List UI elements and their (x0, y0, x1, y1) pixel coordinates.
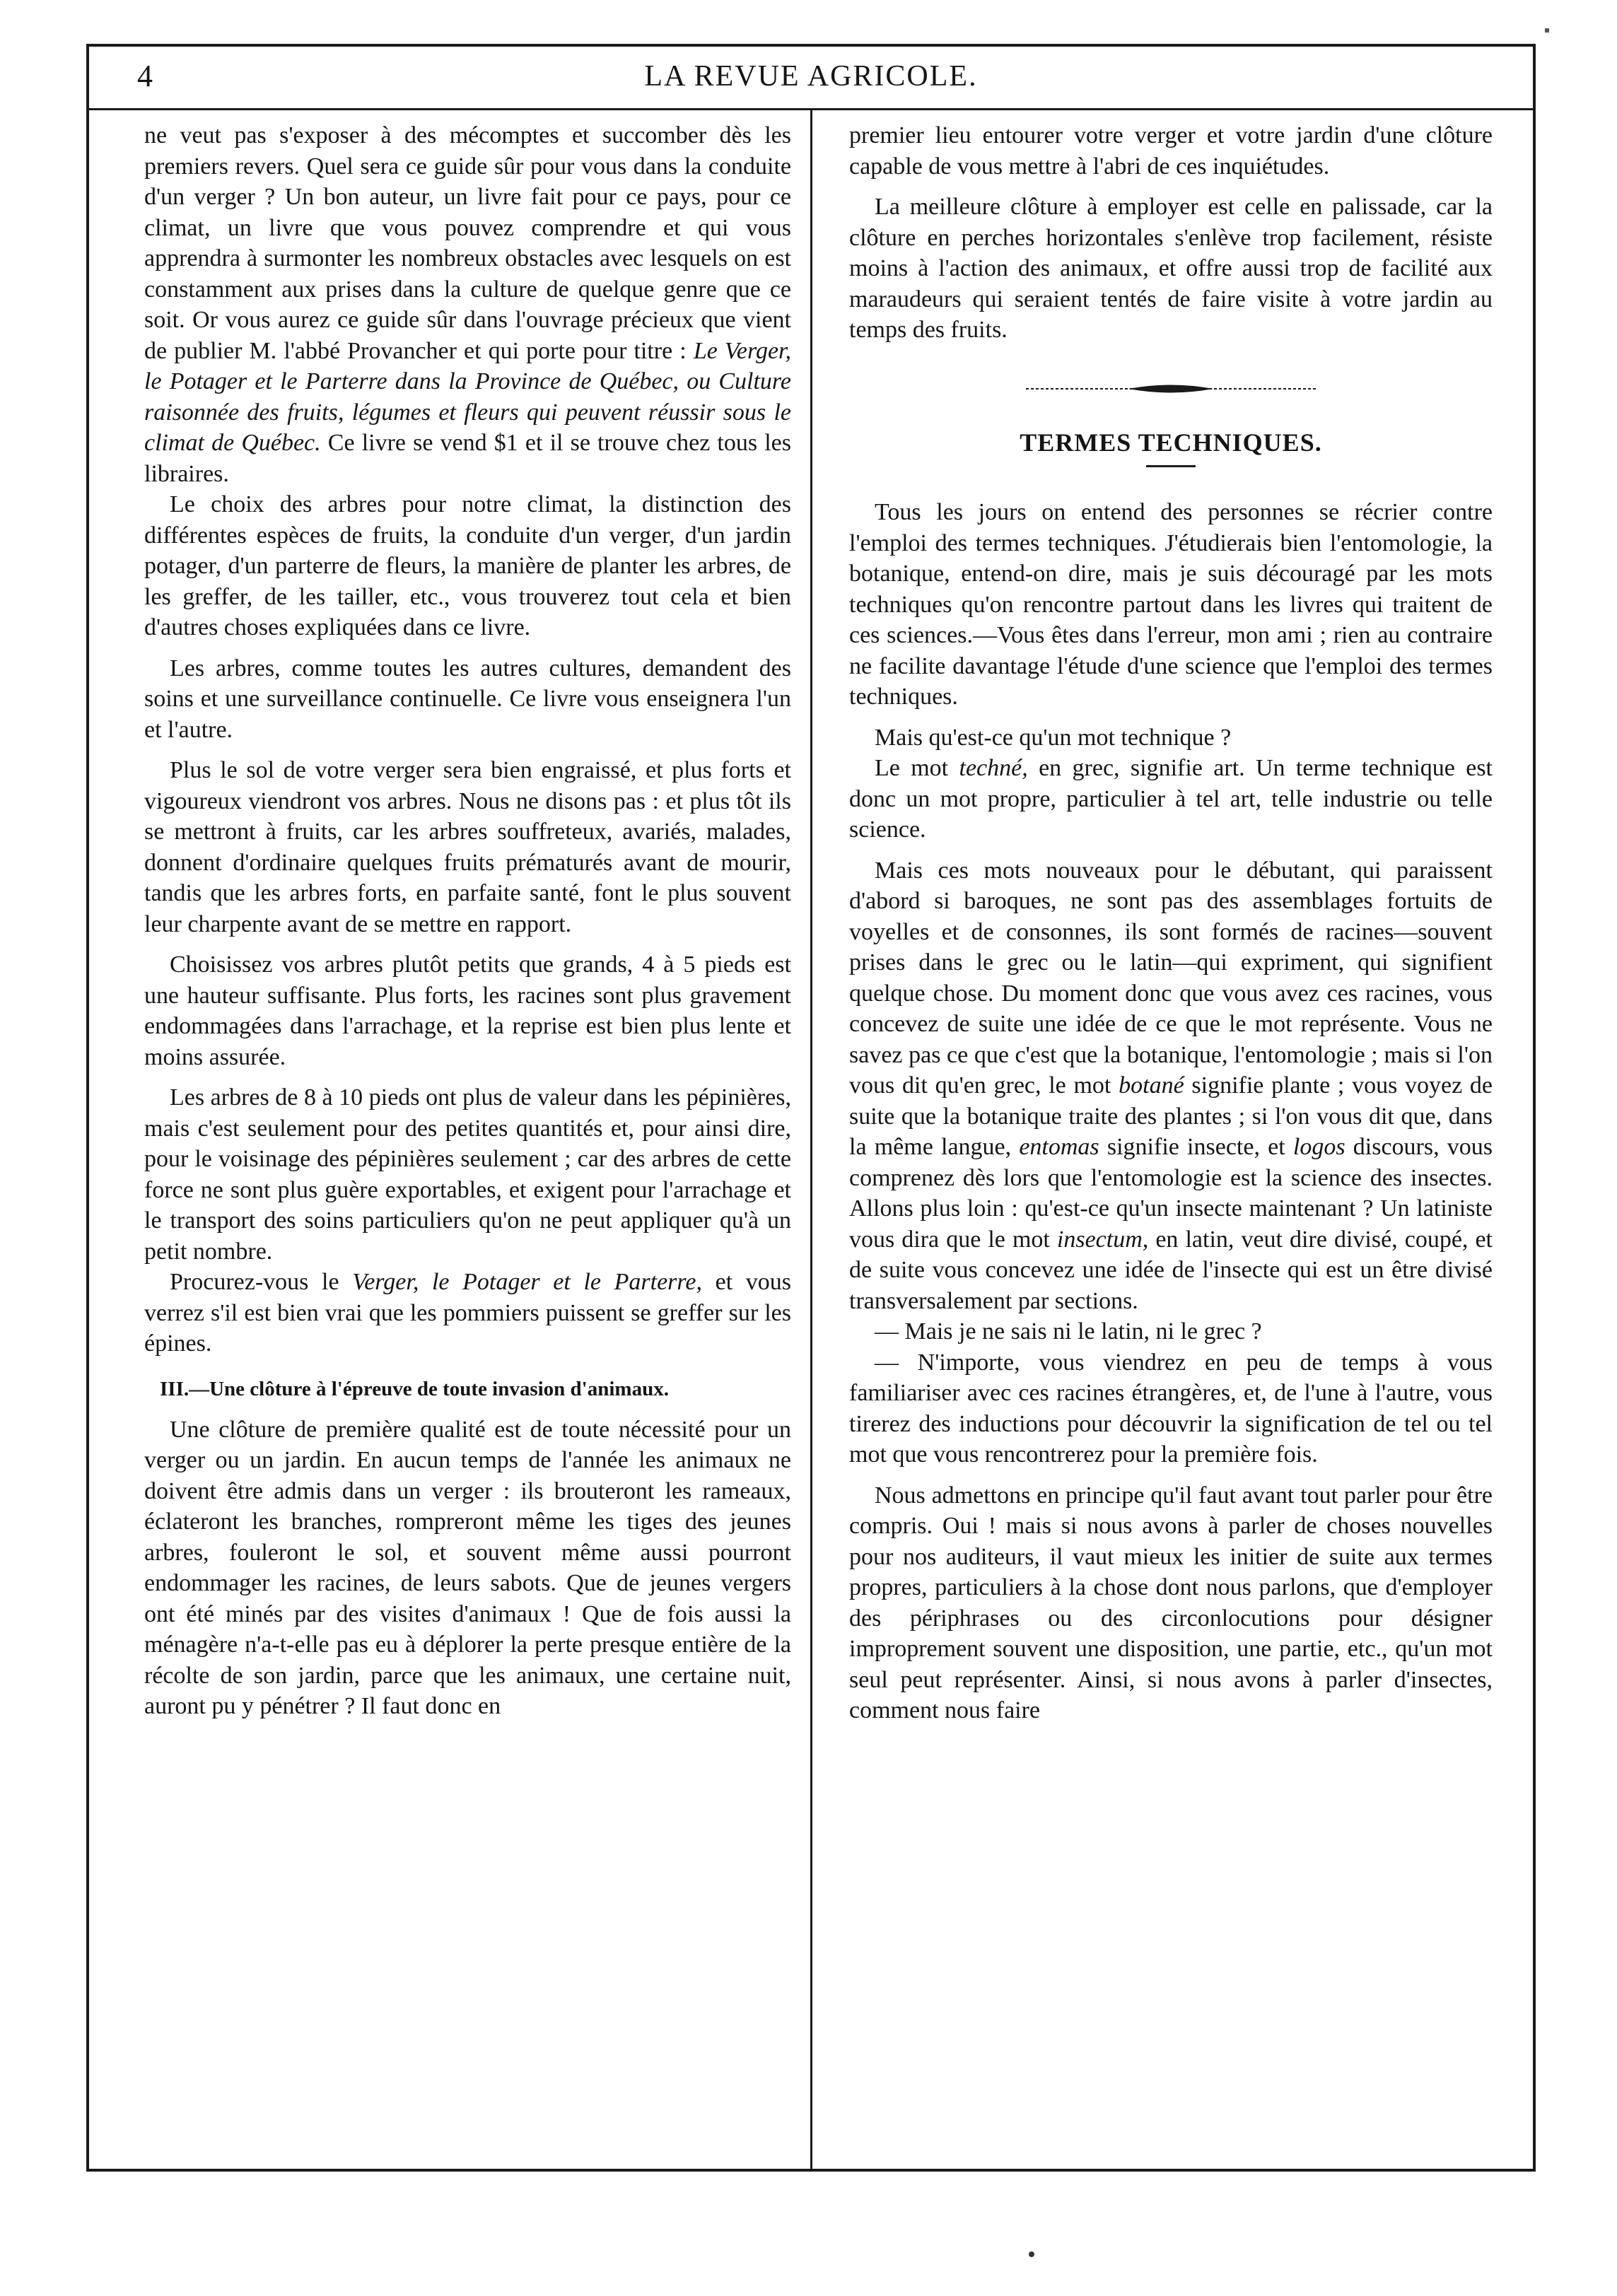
right-column (849, 120, 1493, 2148)
page-header (89, 47, 1533, 110)
paragraph: Tous les jours on entend des personnes se récrier contre l'emploi des termes techniques. J'étudierais bien l'entomologie, la botanique, entend-on dire, mais je suis découragé par les mots techniques qu'on rencontre partout dans les livres qui traitent de ces sciences.—Vous êtes dans l'erreur, mon ami ; rien au contraire ne facilite davantage l'étude d'une science que l'emploi des termes techniques. (849, 499, 1493, 710)
paragraph: La meilleure clôture à employer est celle en palissade, car la clôture en perches horizontales s'enlève trop facilement, résiste moins à l'action des animaux, et offre aussi trop de facilité aux maraudeurs qui seraient tentés de faire visite à votre jardin au temps des fruits. (849, 194, 1493, 343)
paragraph: Les arbres de 8 à 10 pieds ont plus de valeur dans les pépinières, mais c'est seulement pour des petites quantités et, pour ainsi dire, pour le voisinage des pépinières seulement ; car des arbres de cette force ne sont plus guère exportables, et exigent pour l'arrachage et le transport des soins particuliers qu'on ne peut appliquer qu'à un petit nombre. (144, 1084, 791, 1265)
paragraph: Une clôture de première qualité est de toute nécessité pour un verger ou un jardin. En aucun temps de l'année les animaux ne doivent être admis dans un verger : ils brouteront les rameaux, éclateront les branches, rompreront même les tiges des jeunes arbres, fouleront le sol, et souvent même aussi pourront endommager les racines, de leurs sabots. Que de jeunes vergers ont été minés par des visites d'animaux ! Que de fois aussi la ménagère n'a-t-elle pas eu à déplorer la perte presque entière de la récolte de son jardin, parce que les animaux, une certaine nuit, auront pu y pénétrer ? Il faut donc en (144, 1416, 791, 1719)
ornament-divider (849, 378, 1493, 406)
book-title: Verger, le Potager et le Parterre, (352, 1269, 702, 1295)
paragraph: Nous admettons en principe qu'il faut avant tout parler pour être compris. Oui ! mais si nous avons à parler de choses nouvelles pour nos auditeurs, il vaut mieux les initier de suite aux termes propres, particuliers à la chose dont nous parlons, que d'employer des périphrases ou des circonlocutions pour désigner improprement souvent une disposition, une partie, etc., qu'un mot seul peut représenter. Ainsi, si nous avons à parler d'insectes, comment nous faire (849, 1482, 1493, 1723)
paragraph: Choisissez vos arbres plutôt petits que grands, 4 à 5 pieds est une hauteur suffisante. Plus forts, les racines sont plus gravement endommagées dans l'arrachage, et la reprise est bien plus lente et moins assurée. (144, 951, 791, 1070)
page-frame (86, 44, 1536, 2172)
paragraph: Mais ces mots nouveaux pour le débutant, qui paraissent d'abord si baroques, ne sont pas des assemblages fortuits de voyelles et de consonnes, ils sont formés de racines—souvent prises dans le grec ou le latin—qui expriment, qui signifient quelque chose. Du moment donc que vous avez ces racines, vous concevez de suite une idée de ce que le mot représente. Vous ne savez pas ce que c'est que la botanique, l'entomologie ; mais si l'on vous dit qu'en grec, le mot botané signifie plante ; vous voyez de suite que la botanique traite des plantes ; si l'on vous dit que, dans la même langue, entomas signifie insecte, et logos discours, vous comprenez dès lors que l'entomologie est la science des insectes. Allons plus loin : qu'est-ce qu'un insecte maintenant ? Un latiniste vous dira que le mot insectum, en latin, veut dire divisé, coupé, et de suite vous concevez une idée de l'insecte qui est un être divisé transversalement par sections. (849, 857, 1493, 1314)
paragraph: premier lieu entourer votre verger et votre jardin d'une clôture capable de vous mettre à l'abri de ces inquiétudes. (849, 122, 1493, 180)
greek-word: botané (1119, 1072, 1184, 1099)
dialogue-line: — N'importe, vous viendrez en peu de temps à vous familiariser avec ces racines étrangères, et, de l'une à l'autre, vous tirerez des inductions pour découvrir la signification de tel ou tel mot que vous rencontrerez pour la première fois. (849, 1349, 1493, 1468)
paragraph: Procurez-vous le Verger, le Potager et le Parterre, et vous verrez s'il est bien vrai que les pommiers puissent se greffer sur les épines. (144, 1269, 791, 1357)
title-rule (1146, 465, 1196, 467)
greek-word: entomas (1019, 1134, 1099, 1160)
paragraph: Le mot techné, en grec, signifie art. Un terme technique est donc un mot propre, particulier à tel art, telle industrie ou telle science. (849, 755, 1493, 843)
paragraph: ne veut pas s'exposer à des mécomptes et succomber dès les premiers revers. Quel sera ce guide sûr pour vous dans la conduite d'un verger ? Un bon auteur, un livre fait pour ce pays, pour ce climat, un livre que vous pouvez comprendre et qui vous apprendra à surmonter les nombreux obstacles avec lesquels on est constamment aux prises dans la culture de quelque genre que ce soit. Or vous aurez ce guide sûr dans l'ouvrage précieux que vient de publier M. l'abbé Provancher et qui porte pour titre : Le Verger, le Potager et le Parterre dans la Province de Québec, ou Culture raisonnée des fruits, légumes et fleurs qui peuvent réussir sous le climat de Québec. Ce livre se vend $1 et il se trouve chez tous les libraires. (144, 122, 791, 487)
running-title: LA REVUE AGRICOLE. (644, 60, 978, 93)
paragraph: Les arbres, comme toutes les autres cultures, demandent des soins et une surveillance continuelle. Ce livre vous enseignera l'un et l'autre. (144, 655, 791, 743)
page-number: 4 (137, 59, 153, 93)
book-title: Le Verger, le Potager et le Parterre dans la Province de Québec, ou Culture raisonnée des fruits, légumes et fleurs qui peuvent réussir sous le climat de Québec. (144, 337, 791, 456)
paragraph: Le choix des arbres pour notre climat, la distinction des différentes espèces de fruits, la conduite d'un verger, d'un jardin potager, d'un parterre de fleurs, la manière de planter les arbres, de les greffer, de les tailler, etc., vous trouverez tout cela et bien d'autres choses expliquées dans ce livre. (144, 491, 791, 640)
left-column (144, 120, 791, 2148)
dialogue-line: — Mais je ne sais ni le latin, ni le grec ? (875, 1318, 1262, 1345)
greek-word: techné, (959, 755, 1028, 781)
section-title: TERMES TECHNIQUES. (1020, 428, 1322, 457)
latin-word: insectum, (1056, 1226, 1149, 1253)
paragraph: Plus le sol de votre verger sera bien engraissé, et plus forts et vigoureux viendront vos arbres. Nous ne disons pas : et plus tôt ils se mettront à fruits, car les arbres souffreteux, avariés, malades, donnent d'ordinaire quelques fruits prématurés avant de mourir, tandis que les arbres forts, en parfaite santé, font le plus souvent leur charpente avant de se mettre en rapport. (144, 757, 791, 937)
column-divider (810, 110, 812, 2169)
ornament-rule-icon (1022, 378, 1319, 399)
greek-word: logos (1292, 1134, 1345, 1160)
print-speck (1029, 2251, 1034, 2257)
paragraph: Mais qu'est-ce qu'un mot technique ? (875, 724, 1232, 751)
print-speck (1545, 28, 1549, 33)
section-subheading: III.—Une clôture à l'épreuve de toute invasion d'animaux. (160, 1377, 669, 1400)
